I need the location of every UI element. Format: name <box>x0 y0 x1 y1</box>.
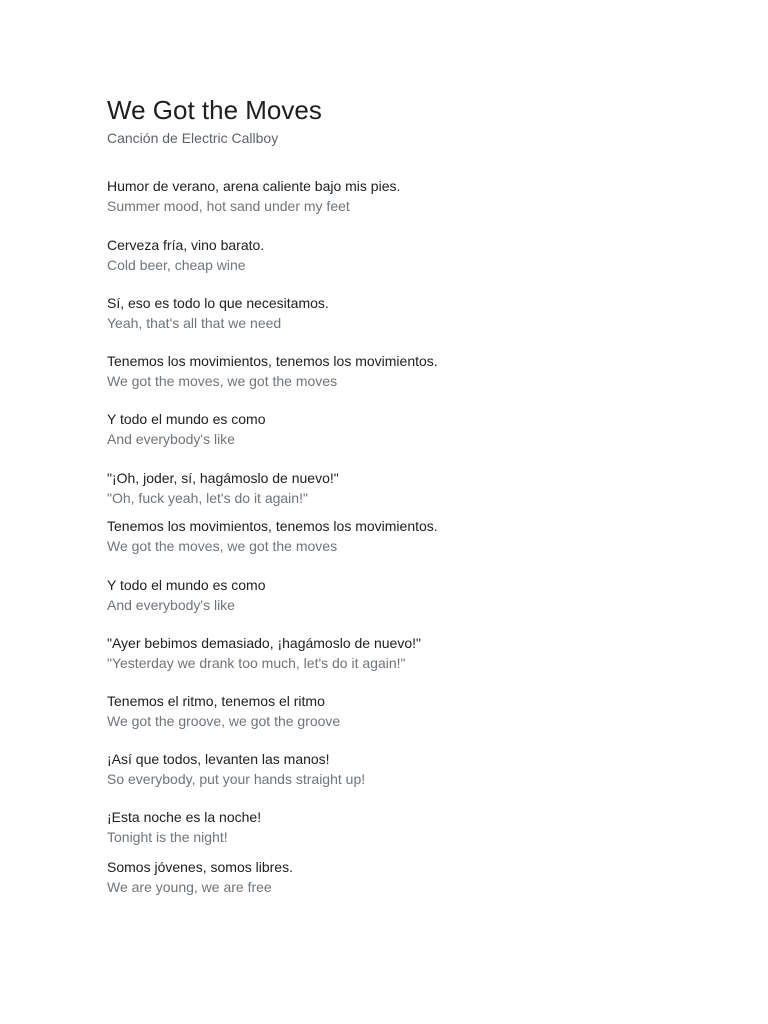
lyric-pair <box>107 633 727 673</box>
lyric-original: "Ayer bebimos demasiado, ¡hagámoslo de nuevo!" <box>107 635 421 651</box>
lyric-translation: We got the moves, we got the moves <box>107 538 338 554</box>
lyric-translation: And everybody's like <box>107 597 235 613</box>
lyric-original: Tenemos los movimientos, tenemos los movimientos. <box>107 518 438 534</box>
lyric-original: Cerveza fría, vino barato. <box>107 237 265 253</box>
lyric-pair <box>107 409 727 449</box>
lyric-original: Tenemos los movimientos, tenemos los movimientos. <box>107 353 438 369</box>
lyric-pair <box>107 857 727 897</box>
lyric-translation: Yeah, that's all that we need <box>107 315 282 331</box>
lyric-original: "¡Oh, joder, sí, hagámoslo de nuevo!" <box>107 470 339 486</box>
lyric-translation: "Oh, fuck yeah, let's do it again!" <box>107 490 308 506</box>
lyric-translation: We got the moves, we got the moves <box>107 373 338 389</box>
lyric-pair <box>107 749 727 789</box>
lyric-translation: Summer mood, hot sand under my feet <box>107 198 350 214</box>
lyric-translation: We got the groove, we got the groove <box>107 713 341 729</box>
lyric-original: ¡Esta noche es la noche! <box>107 809 262 825</box>
lyric-translation: And everybody's like <box>107 431 235 447</box>
lyric-original: ¡Así que todos, levanten las manos! <box>107 751 330 767</box>
lyrics-page <box>107 94 727 895</box>
lyric-translation: Cold beer, cheap wine <box>107 257 246 273</box>
lyric-pair <box>107 468 727 508</box>
song-title: We Got the Moves <box>107 95 322 125</box>
lyric-pair <box>107 235 727 275</box>
lyric-original: Y todo el mundo es como <box>107 577 266 593</box>
song-subtitle: Canción de Electric Callboy <box>107 130 279 146</box>
lyric-original: Humor de verano, arena caliente bajo mis pies. <box>107 178 401 194</box>
lyric-pair <box>107 516 727 556</box>
lyric-pair <box>107 293 727 333</box>
lyric-translation: Tonight is the night! <box>107 829 228 845</box>
lyric-translation: "Yesterday we drank too much, let's do it again!" <box>107 655 406 671</box>
lyric-translation: We are young, we are free <box>107 879 272 895</box>
lyric-pair <box>107 351 727 391</box>
lyric-original: Somos jóvenes, somos libres. <box>107 859 293 875</box>
lyric-translation: So everybody, put your hands straight up! <box>107 771 366 787</box>
lyric-original: Y todo el mundo es como <box>107 411 266 427</box>
lyric-original: Tenemos el ritmo, tenemos el ritmo <box>107 693 325 709</box>
lyric-pair <box>107 691 727 731</box>
lyric-pair <box>107 176 727 216</box>
lyric-original: Sí, eso es todo lo que necesitamos. <box>107 295 329 311</box>
lyric-pair <box>107 807 727 847</box>
lyric-pair <box>107 575 727 615</box>
